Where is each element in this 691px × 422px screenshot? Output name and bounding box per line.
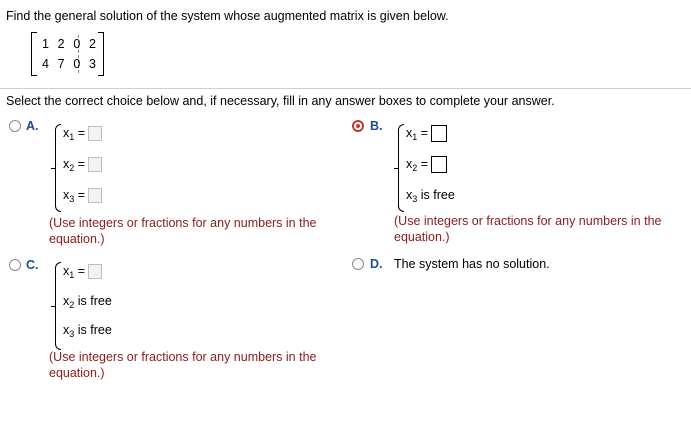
augmented-matrix (31, 32, 104, 76)
matrix-cell: 3 (89, 57, 96, 71)
choice-b-brace (398, 124, 404, 212)
question-text: Find the general solution of the system whose augmented matrix is given below. (6, 9, 449, 23)
choice-b-radio[interactable] (352, 120, 364, 132)
choice-a-letter[interactable]: A. (26, 119, 39, 133)
matrix-left-bracket (31, 32, 37, 76)
choice-b-x1-row: $x_1$ = (406, 125, 447, 142)
choice-a-radio[interactable] (9, 120, 21, 132)
matrix-row-2 (42, 57, 96, 71)
matrix-cell: 2 (57, 37, 65, 51)
choice-c-brace (55, 262, 61, 350)
choice-b-x3-row: $x_3$ is free (406, 188, 455, 204)
matrix-cell: 0 (73, 57, 81, 71)
matrix-cell: 4 (42, 57, 49, 71)
choice-a-x2-input[interactable] (88, 157, 102, 172)
choice-a-x1-input[interactable] (88, 126, 102, 141)
section-divider (0, 88, 691, 89)
choice-a-x3-row: $x_3$ = (63, 188, 102, 204)
choice-a-x1-row: $x_1$ = (63, 126, 102, 142)
choice-c-letter[interactable]: C. (26, 258, 39, 272)
matrix-cell: 0 (73, 37, 81, 51)
choice-a-note: (Use integers or fractions for any numbers in the equation.) (49, 216, 317, 246)
choice-b-x2-input[interactable] (431, 156, 447, 173)
choice-c-x1-row: $x_1$ = (63, 264, 102, 280)
matrix-row-1 (42, 37, 96, 51)
choice-c-note: (Use integers or fractions for any numbers in the equation.) (49, 350, 317, 380)
instruction-text: Select the correct choice below and, if necessary, fill in any answer boxes to complete your answer. (6, 94, 555, 108)
choice-c-x3-row: $x_3$ is free (63, 323, 112, 339)
choice-a-x3-input[interactable] (88, 188, 102, 203)
choice-a-x2-row: $x_2$ = (63, 157, 102, 173)
choice-b-letter[interactable]: B. (370, 119, 383, 133)
choice-b-x2-row: $x_2$ = (406, 156, 447, 173)
matrix-cell: 2 (89, 37, 96, 51)
matrix-right-bracket (98, 32, 104, 76)
choice-d-letter[interactable]: D. (370, 257, 383, 271)
matrix-cell: 1 (42, 37, 49, 51)
choice-d-text: The system has no solution. (394, 257, 550, 271)
choice-a-brace (55, 124, 61, 212)
choice-c-x2-row: $x_2$ is free (63, 294, 112, 310)
choice-c-x1-input[interactable] (88, 264, 102, 279)
matrix-cell: 7 (57, 57, 65, 71)
choice-c-radio[interactable] (9, 259, 21, 271)
choice-b-note: (Use integers or fractions for any numbers in the equation.) (394, 214, 662, 244)
choice-d-radio[interactable] (352, 258, 364, 270)
choice-b-x1-input[interactable] (431, 125, 447, 142)
